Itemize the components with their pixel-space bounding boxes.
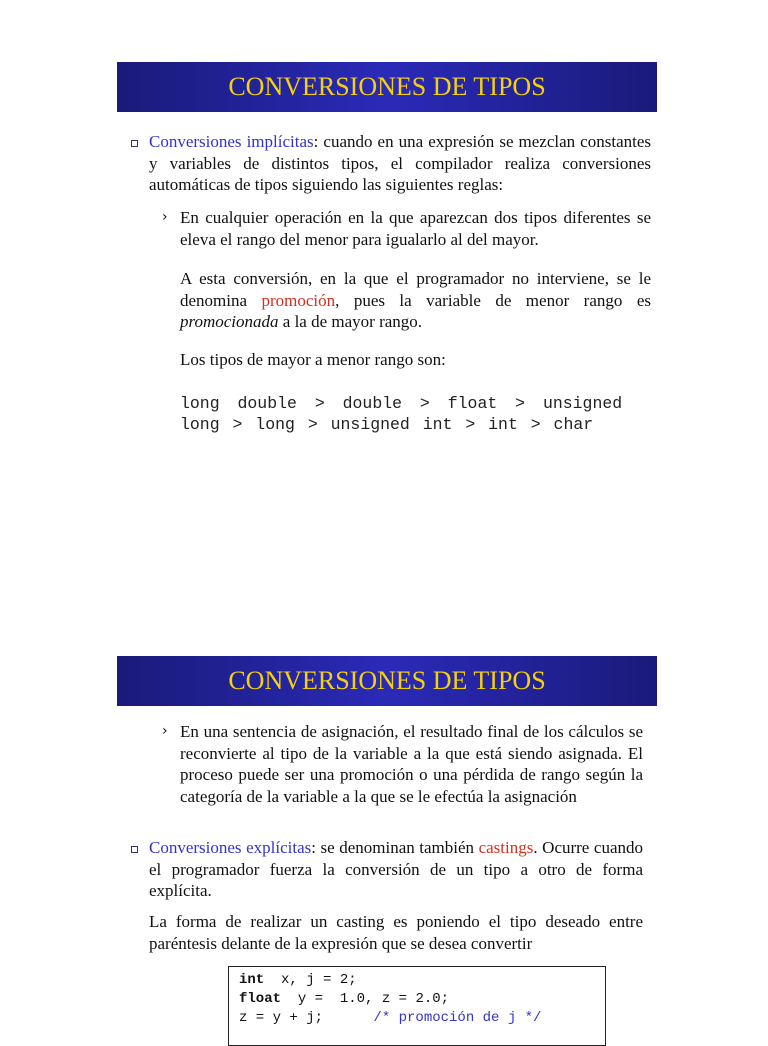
square-bullet-icon xyxy=(131,846,138,853)
types-intro-paragraph xyxy=(180,349,651,371)
code-example-box xyxy=(228,966,606,1046)
promotion-definition-paragraph xyxy=(180,268,651,333)
slide1-title-banner xyxy=(117,62,657,112)
slide2-title-banner xyxy=(117,656,657,706)
explicit-text-middle: : se denominan también xyxy=(311,838,479,857)
code-line1-rest: x, j = 2; xyxy=(264,972,357,988)
casting-syntax-paragraph xyxy=(149,911,643,954)
code-line3-comment: /* promoción de j */ xyxy=(373,1010,542,1026)
promotion-text-before: A esta conversión, en la que el programador no interviene, se le denomina xyxy=(180,269,651,310)
promotion-term: promoción xyxy=(261,290,336,310)
assignment-conversion-paragraph xyxy=(180,721,643,807)
types-intro-text: Los tipos de mayor a menor rango son: xyxy=(180,350,446,369)
explicit-conversions-term: Conversiones explícitas xyxy=(149,838,312,857)
arrow-bullet-icon: › xyxy=(162,209,168,225)
type-ranking-line-2: long > long > unsigned int > int > char xyxy=(180,415,594,434)
promotion-text-after: a la de mayor rango. xyxy=(278,312,423,331)
explicit-text-after: . Ocurre cuando el programador fuerza la conversión de un tipo a otro de forma explícita. xyxy=(149,838,643,900)
arrow-bullet-icon: › xyxy=(162,723,168,739)
promotion-text-middle: , pues la variable de menor rango es xyxy=(335,290,651,310)
square-bullet-icon xyxy=(131,140,138,147)
code-line2-keyword: float xyxy=(239,991,282,1007)
implicit-conversions-term: Conversiones implícitas xyxy=(149,132,314,151)
assignment-conversion-text: En una sentencia de asignación, el resultado final de los cálculos se reconvierte al tipo de la variable a la que está siendo asignada. El proceso puede ser una promoción o una pérdida de rango según la categoría de la variable a la que se le efectúa la asignación xyxy=(180,722,643,806)
implicit-conversions-paragraph xyxy=(149,131,651,196)
castings-term: castings xyxy=(478,838,534,857)
code-line3-code: z = y + j; xyxy=(239,1010,374,1026)
implicit-conversions-text: : cuando en una expresión se mezclan constantes y variables de distintos tipos, el compilador realiza conversiones automáticas de tipos siguiendo las siguientes reglas: xyxy=(149,132,651,194)
casting-syntax-text: La forma de realizar un casting es poniendo el tipo deseado entre paréntesis delante de la expresión que se desea convertir xyxy=(149,912,643,953)
promotion-italic-term: promocionada xyxy=(180,312,279,331)
promotion-rule-paragraph xyxy=(180,207,651,250)
slide1-title: CONVERSIONES DE TIPOS xyxy=(228,72,546,101)
code-line2-rest: y = 1.0, z = 2.0; xyxy=(281,991,450,1007)
type-ranking-line-1: long double > double > float > unsigned xyxy=(180,394,623,413)
slide2-title: CONVERSIONES DE TIPOS xyxy=(228,666,546,695)
promotion-rule-text: En cualquier operación en la que aparezcan dos tipos diferentes se eleva el rango del menor para igualarlo al del mayor. xyxy=(180,208,651,249)
code-line1-keyword: int xyxy=(239,972,265,988)
explicit-conversions-paragraph xyxy=(149,837,643,902)
